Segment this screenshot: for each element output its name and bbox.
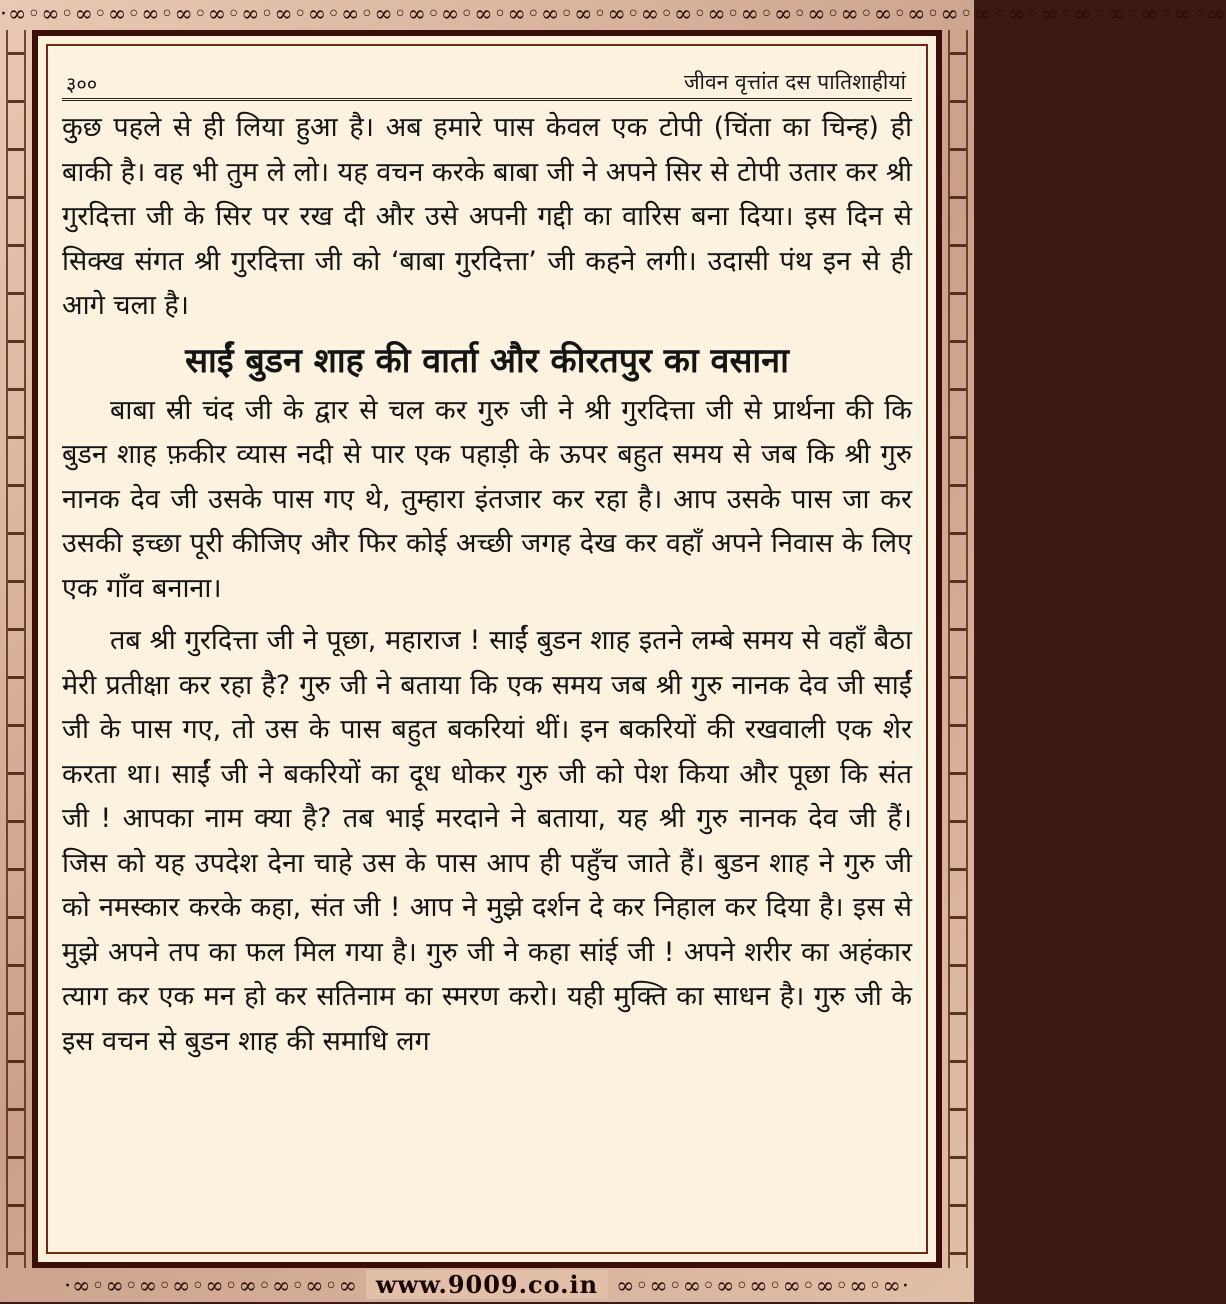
running-title: जीवन वृत्तांत दस पातिशाहीयां bbox=[683, 70, 906, 94]
page-number: ३०० bbox=[66, 72, 98, 96]
decorative-bottom-border bbox=[0, 1268, 974, 1302]
paragraph: तब श्री गुरदित्ता जी ने पूछा, महाराज ! साईं बुडन शाह इतने लम्बे समय से वहाँ बैठा मेरी प्रतीक्षा कर रहा है? गुरु जी ने बताया कि एक समय जब श्री गुरु नानक देव जी साईं जी के पास गए, तो उस के पास बहुत बकरियां थीं। इन बकरियों की रखवाली एक शेर करता था। साईं जी ने बकरियों का दूध धोकर गुरु जी को पेश किया और पूछा कि संत जी ! आपका नाम क्या है? तब भाई मरदाने ने बताया, यह श्री गुरु नानक देव जी हैं। जिस को यह उपदेश देना चाहे उस के पास आप ही पहुँच जाते हैं। बुडन शाह ने गुरु जी को नमस्कार करके कहा, संत जी ! आप ने मुझे दर्शन दे कर निहाल कर दिया है। इस से मुझे अपने तप का फल मिल गया है। गुरु जी ने कहा सांई जी ! अपने शरीर का अहंकार त्याग कर एक मन हो कर सतिनाम का स्मरण करो। यही मुक्ति का साधन है। गुरु जी के इस वचन से बुडन शाह की समाधि लग bbox=[62, 625, 912, 1057]
footer-ornament-right: ∞◦∞◦∞◦∞◦∞◦∞◦∞◦∞◦∞· bbox=[616, 1274, 910, 1299]
body-text bbox=[62, 106, 912, 1064]
page-header bbox=[62, 62, 912, 101]
decorative-left-border bbox=[0, 30, 32, 1268]
page-border bbox=[32, 30, 942, 1268]
paragraph-continuation: कुछ पहले से ही लिया हुआ है। अब हमारे पास केवल एक टोपी (चिंता का चिन्ह) ही बाकी है। वह भी तुम ले लो। यह वचन करके बाबा जी ने अपने सिर से टोपी उतार कर श्री गुरदित्ता जी के सिर पर रख दी और उसे अपनी गद्दी का वारिस बना दिया। इस दिन से सिक्ख संगत श्री गुरदित्ता जी को ‘बाबा गुरदित्ता’ जी कहने लगी। उदासी पंथ इन से ही आगे चला है। bbox=[62, 112, 912, 321]
footer-url: www.9009.co.in bbox=[366, 1270, 608, 1299]
decorative-top-border: ·∞◦∞◦∞◦∞◦∞◦∞◦∞◦∞◦∞◦∞◦∞◦∞◦∞◦∞◦∞◦∞◦∞◦∞◦∞◦∞◦∞◦∞◦∞◦∞◦∞◦∞◦∞◦∞◦∞◦∞◦∞◦∞◦∞◦∞◦∞◦∞◦∞ bbox=[0, 2, 1226, 27]
footer-ornament-left: ·∞◦∞◦∞◦∞◦∞◦∞◦∞◦∞◦∞ bbox=[64, 1274, 366, 1299]
paragraph: बाबा स्री चंद जी के द्वार से चल कर गुरु जी ने श्री गुरदित्ता जी से प्रार्थना की कि बुडन शाह फ़कीर व्यास नदी से पार एक पहाड़ी के ऊपर बहुत समय से जब कि श्री गुरु नानक देव जी उसके पास गए थे, तुम्हारा इंतजार कर रहा है। आप उसके पास जा कर उसकी इच्छा पूरी कीजिए और फिर कोई अच्छी जगह देख कर वहाँ अपने निवास के लिए एक गाँव बनाना। bbox=[62, 394, 912, 604]
page-paper bbox=[46, 44, 928, 1254]
decorative-right-border bbox=[942, 30, 974, 1268]
section-heading: साईं बुडन शाह की वार्ता और कीरतपुर का वसाना bbox=[185, 340, 789, 381]
